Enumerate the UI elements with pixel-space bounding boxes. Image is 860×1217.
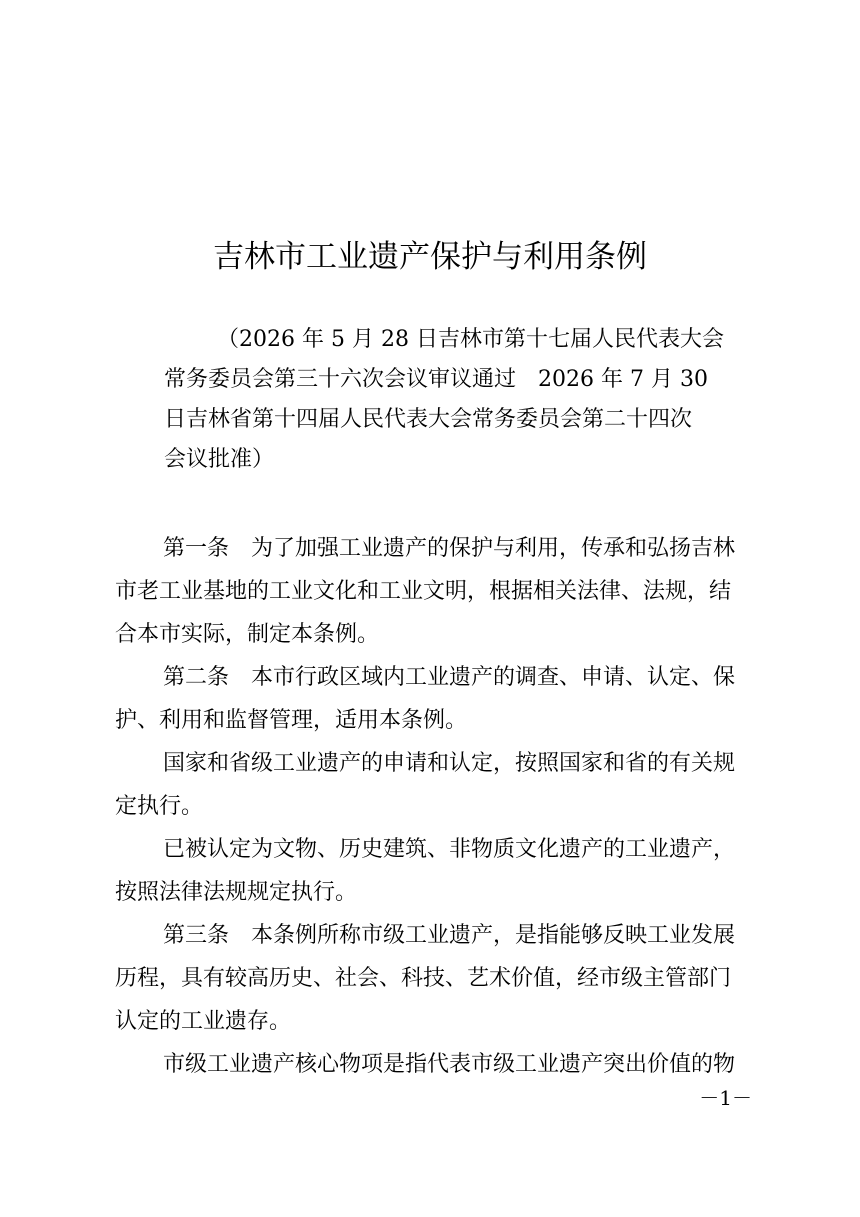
article-2-paragraph-line: 国家和省级工业遗产的申请和认定，按照国家和省的有关规 [163, 751, 736, 776]
approval-note-line: 常务委员会第三十六次会议审议通过 2026 年 7 月 30 [164, 367, 708, 392]
article-3-line: 历程，具有较高历史、社会、科技、艺术价值，经市级主管部门 [115, 966, 732, 991]
article-2-paragraph-line: 按照法律法规规定执行。 [115, 880, 358, 905]
article-1-line: 第一条 为了加强工业遗产的保护与利用，传承和弘扬吉林 [163, 536, 736, 561]
article-3-line: 认定的工业遗存。 [115, 1009, 292, 1034]
approval-note-line: 日吉林省第十四届人民代表大会常务委员会第二十四次 [164, 407, 693, 432]
article-3-line: 第三条 本条例所称市级工业遗产，是指能够反映工业发展 [163, 923, 736, 948]
approval-note-line: （2026 年 5 月 28 日吉林市第十七届人民代表大会 [217, 327, 724, 352]
approval-note-line: 会议批准） [164, 447, 275, 472]
article-2-paragraph-line: 已被认定为文物、历史建筑、非物质文化遗产的工业遗产， [163, 837, 736, 862]
article-2-line: 第二条 本市行政区域内工业遗产的调查、申请、认定、保 [163, 665, 736, 690]
article-1-line: 市老工业基地的工业文化和工业文明，根据相关法律、法规，结 [115, 579, 732, 604]
approval-note [164, 320, 724, 480]
article-1-line: 合本市实际，制定本条例。 [115, 622, 380, 647]
article-2-paragraph-line: 定执行。 [115, 794, 204, 819]
document-title: 吉林市工业遗产保护与利用条例 [213, 239, 647, 275]
article-2-line: 护、利用和监督管理，适用本条例。 [115, 708, 468, 733]
article-3-paragraph-line: 市级工业遗产核心物项是指代表市级工业遗产突出价值的物 [163, 1052, 736, 1077]
page-number: －1－ [699, 1086, 752, 1110]
document-body [115, 527, 755, 1086]
